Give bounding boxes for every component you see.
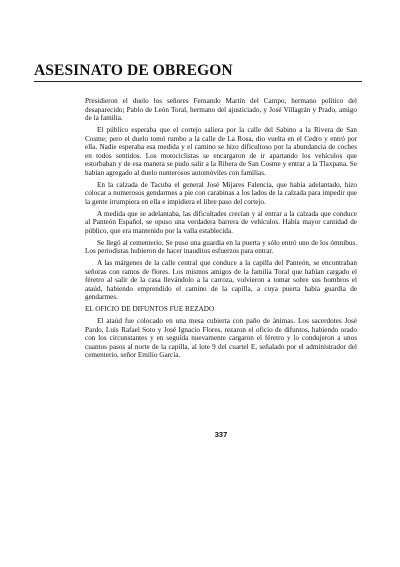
page-number: 337: [214, 430, 228, 439]
paragraph: En la calzada de Tacuba el general José Mijares Falencia, que había adelantado, hizo colocar a numerosos gendarmes a pie con carabinas a los lados de la calzada para impedir que la gente irrumpiera en ella e impidiera el libre paso del cortejo.: [85, 180, 357, 206]
paragraph: El ataúd fue colocado en una mesa cubierta con paño de ánimas. Los sacerdotes José Pardo, Luis Rafael Soto y José Ignacio Flores, rezaron el oficio de difuntos, habiendo orado con los circunstantes y en seguida nuevamente cargaron el féretro y lo condujeron a unos cuantos pasos al norte de la capilla, al lote 9 del cuartel E, señalado por el administrador del cementerio, señor Emilio García.: [85, 316, 357, 360]
title-rule: [34, 81, 362, 82]
body-text: [85, 97, 357, 363]
chapter-title: ASESINATO DE OBREGON: [34, 62, 233, 79]
paragraph: A las márgenes de la calle central que conduce a la capilla del Panteón, se encontraban señoras con ramos de flores. Los mismos amigos de la familia Toral que habían cargado el féretro al salir de la casa llevándolo a la carroza, volvieron a tomar sobre sus hombros el ataúd, habiendo emprendido el camino de la capilla, a cuya puerta había guardia de gendarmes.: [85, 259, 357, 302]
paragraph: Se llegó al cementerio. Se puso una guardia en la puerta y sólo entró uno de los ómnibus. Los periodistas hubieron de hacer inauditos esfuerzos para entrar.: [85, 238, 357, 256]
paragraph: El público esperaba que el cortejo saliera por la calle del Sabino a la Rivera de San Cosme; pero el duelo tomó rumbo a la calle de La Rosa, dio vuelta en el Cedro y entró por ella. Nadie esperaba esa medida y el camino se hizo dificultoso por la abundancia de coches en todos sentidos. Los motociclistas se encargaron de ir apartando los vehículos que estorbaban y de esa manera se pudo salir a la Ribera de San Cosme y entrar a la Tlaxpana. Se habían agregado al duelo numerosos automóviles con familias.: [85, 125, 357, 177]
section-subheading: EL OFICIO DE DIFUNTOS FUE REZADO: [85, 305, 215, 314]
paragraph: A medida que se adelantaba, las dificultades crecían y al entrar a la calzada que conduce al Panteón Español, se opuso una verdadera barrera de vehículos. Había mayor cantidad de público, que era mantenido por la valla establecida.: [85, 209, 357, 235]
paragraph: Presidieron el duelo los señores Fernando Martín del Campo, hermano político del desaparecido; Pablo de León Toral, hermano del ajusticiado, y José Villagrán y Prado, amigo de la familia.: [85, 97, 357, 123]
